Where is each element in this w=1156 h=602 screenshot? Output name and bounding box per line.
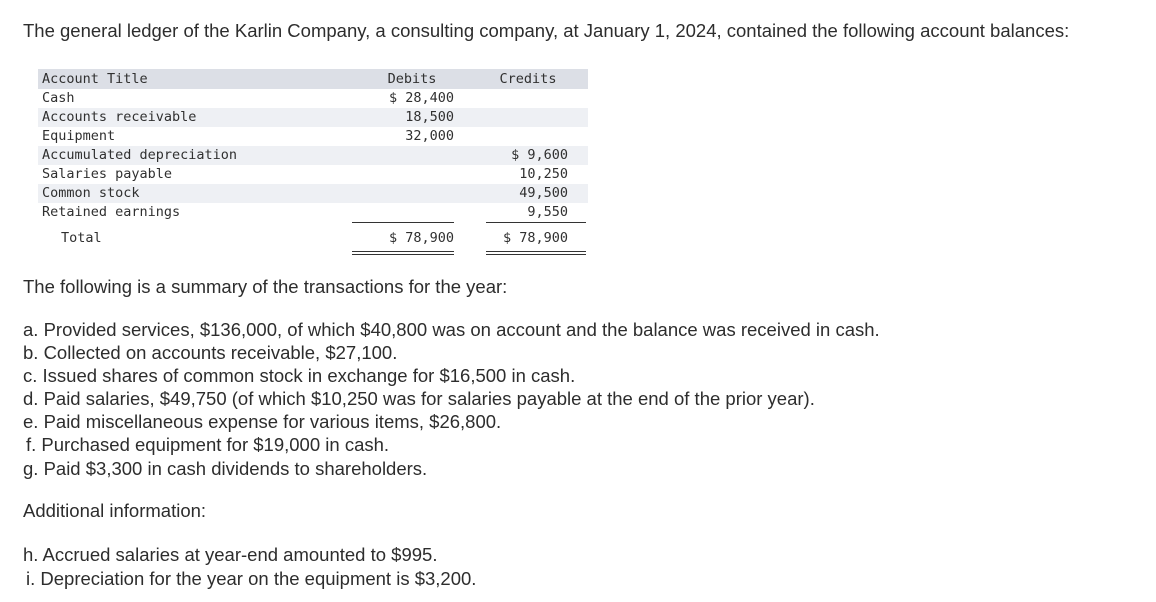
ledger-row-accounts-receivable xyxy=(38,108,588,127)
credit-amount: $ 9,600 xyxy=(511,147,568,163)
transaction-item: b. Collected on accounts receivable, $27,100. xyxy=(23,342,398,364)
credit-double-underline-top xyxy=(486,251,586,252)
debit-amount: 18,500 xyxy=(405,109,454,125)
transaction-item: f. Purchased equipment for $19,000 in cash. xyxy=(26,434,390,456)
ledger-row-salaries-payable xyxy=(38,165,588,184)
total-credit: $ 78,900 xyxy=(502,230,568,246)
account-title: Retained earnings xyxy=(42,204,181,220)
additional-list xyxy=(23,543,476,590)
account-title: Salaries payable xyxy=(42,166,173,182)
ledger-row-retained-earnings xyxy=(38,203,588,222)
ledger-table xyxy=(38,69,588,249)
total-label: Total xyxy=(61,230,102,246)
transaction-item: g. Paid $3,300 in cash dividends to shareholders. xyxy=(23,457,428,479)
debit-double-underline-bottom xyxy=(352,254,454,255)
intro-text: The general ledger of the Karlin Company, a consulting company, at January 1, 2024, contained the following account balances: xyxy=(23,20,1070,41)
credit-amount: 10,250 xyxy=(519,166,568,182)
debit-double-underline-top xyxy=(352,251,454,252)
ledger-row-cash xyxy=(38,89,588,108)
additional-item: h. Accrued salaries at year-end amounted to $995. xyxy=(23,544,438,565)
credit-amount: 9,550 xyxy=(527,204,568,220)
debit-amount: $ 28,400 xyxy=(388,90,454,106)
account-title: Equipment xyxy=(42,128,116,144)
transaction-item: a. Provided services, $136,000, of which $40,800 was on account and the balance was received in cash. xyxy=(23,319,880,340)
account-title: Accounts receivable xyxy=(42,109,197,125)
ledger-row-equipment xyxy=(38,127,588,146)
transaction-item: d. Paid salaries, $49,750 (of which $10,250 was for salaries payable at the end of the prior year). xyxy=(23,388,815,410)
credit-underline xyxy=(486,222,586,223)
ledger-total-row xyxy=(38,227,588,249)
header-debits: Debits xyxy=(387,71,437,87)
debit-underline xyxy=(352,222,454,223)
ledger-row-accumulated-depreciation xyxy=(38,146,588,165)
ledger-header-row xyxy=(38,69,588,89)
debit-amount: 32,000 xyxy=(405,128,454,144)
account-title: Cash xyxy=(42,90,75,106)
account-title: Common stock xyxy=(42,185,140,201)
ledger-row-common-stock xyxy=(38,184,588,203)
summary-heading: The following is a summary of the transactions for the year: xyxy=(23,276,508,297)
total-debit: $ 78,900 xyxy=(388,230,454,246)
credit-double-underline-bottom xyxy=(486,254,586,255)
additional-item: i. Depreciation for the year on the equipment is $3,200. xyxy=(26,567,477,589)
credit-amount: 49,500 xyxy=(519,185,568,201)
transactions-list xyxy=(23,318,880,480)
account-title: Accumulated depreciation xyxy=(42,147,238,163)
header-account-title: Account Title xyxy=(42,71,148,87)
transaction-item: e. Paid miscellaneous expense for various items, $26,800. xyxy=(23,411,502,433)
additional-heading: Additional information: xyxy=(23,500,207,521)
header-credits: Credits xyxy=(499,71,557,87)
transaction-item: c. Issued shares of common stock in exchange for $16,500 in cash. xyxy=(23,365,576,387)
